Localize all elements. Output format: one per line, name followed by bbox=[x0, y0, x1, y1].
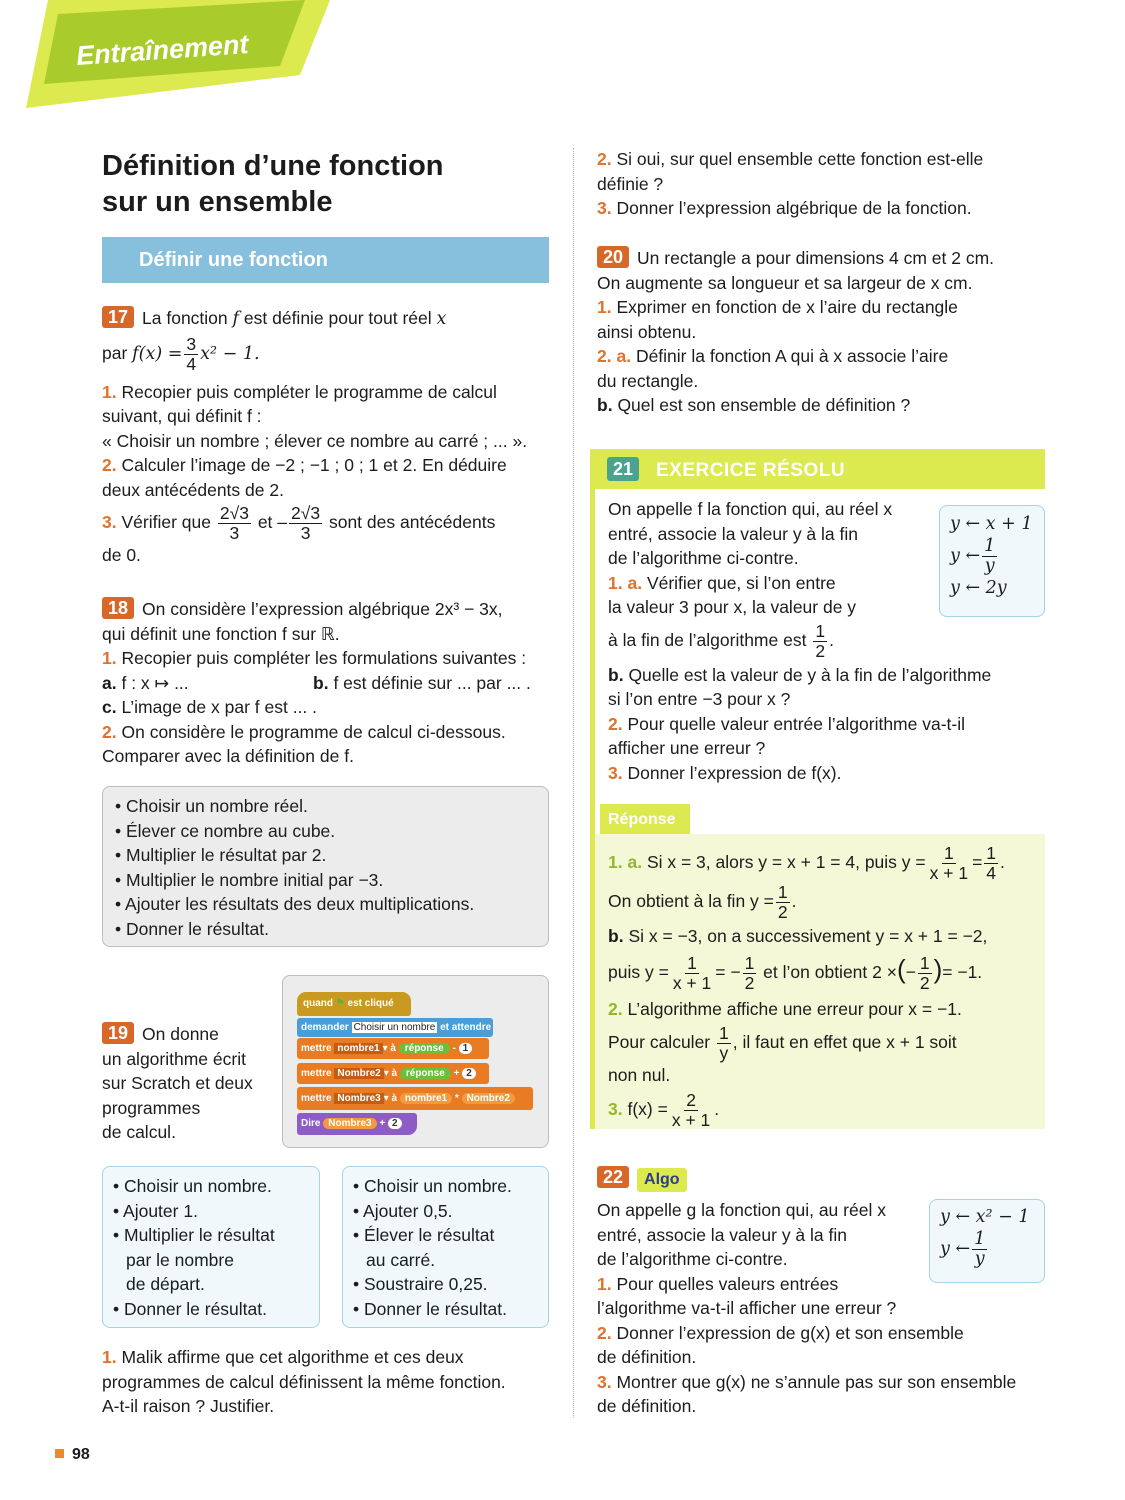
subsection-banner bbox=[102, 237, 549, 283]
exercise-number: 17 bbox=[102, 306, 134, 328]
program-box-19b: • Choisir un nombre. • Ajouter 0,5. • Élever le résultat au carré. • Soustraire 0,25. • Donner le résultat. bbox=[342, 1166, 549, 1328]
list-item: • Multiplier le résultat par 2. bbox=[115, 845, 327, 865]
solved-exercise-header bbox=[590, 449, 1045, 489]
exercise-18: 18 On considère l’expression algébrique 2x³ − 3x, qui définit une fonction f sur ℝ. 1. Recopier puis compléter les formulations suivantes : a. f : x ↦ ... b. f est définie sur ... par ... . c. L’image de x par f est ... . 2. On considère le programme de calcul ci-dessous. Comparer avec la définition de f. bbox=[102, 598, 531, 766]
program-box-19a: • Choisir un nombre. • Ajouter 1. • Multiplier le résultat par le nombre de départ. • Donner le résultat. bbox=[102, 1166, 320, 1328]
exercise-number: 20 bbox=[597, 246, 629, 268]
section-title: Définition d’une fonction sur un ensemble bbox=[102, 150, 444, 218]
exercise-21: On appelle f la fonction qui, au réel x entré, associe la valeur y à la fin de l’algorithme ci-contre. 1. a. Vérifier que, si l’on entre la valeur 3 pour x, la valeur de y à la fin de l’algorithme est $\frac{1}{2}$ . b. Quelle est la valeur de y à la fin de l’algorithme si l’on entre −3 pour x ? 2. Pour quelle valeur entrée l’algorithme va-t-il afficher une erreur ? 3. Donner l’expression de f(x). bbox=[608, 499, 992, 783]
algorithm-box-22: y ← x² − 1 y ← $\frac{1}{y}$ bbox=[929, 1199, 1045, 1283]
list-item: • Donner le résultat. bbox=[115, 918, 269, 939]
scratch-say-block: Dire Nombre3 + 2 bbox=[297, 1113, 417, 1135]
scratch-hat-block: quand ⚑ est cliqué bbox=[297, 992, 411, 1016]
page-marker bbox=[55, 1449, 64, 1458]
list-item: • Choisir un nombre réel. bbox=[115, 796, 308, 816]
scratch-set-block-3: mettre Nombre3 ▾ à nombre1 * Nombre2 bbox=[297, 1087, 533, 1110]
subsection-title: Définir une fonction bbox=[139, 249, 328, 271]
list-item: • Ajouter les résultats des deux multiplications. bbox=[115, 894, 475, 914]
list-item: • Élever ce nombre au cube. bbox=[115, 820, 336, 841]
exercise-number: 22 bbox=[597, 1166, 629, 1188]
solved-tag: EXERCICE RÉSOLU bbox=[656, 460, 846, 481]
algorithm-box-21: y ← x + 1 y ← $\frac{1}{y}$ y ← 2y bbox=[939, 505, 1045, 617]
exercise-19-continued: 2. Si oui, sur quel ensemble cette fonction est-elle définie ? 3. Donner l’expression algébrique de la fonction. bbox=[597, 149, 984, 218]
exercise-20: 20 Un rectangle a pour dimensions 4 cm et 2 cm. On augmente sa longueur et sa largeur de x cm. 1. Exprimer en fonction de x l’aire du rectangle ainsi obtenu. 2. a. Définir la fonction A qui à x associe l’aire du rectangle. b. Quel est son ensemble de définition ? bbox=[597, 247, 995, 415]
exercise-22: 22 Algo On appelle g la fonction qui, au réel x entré, associe la valeur y à la fin de l’algorithme ci-contre. 1. Pour quelles valeurs entrées l’algorithme va-t-il afficher une erreur ? 2. Donner l’expression de g(x) et son ensemble de définition. 3. Montrer que g(x) ne s’annule pas sur son ensemble de définition. bbox=[597, 1167, 1017, 1416]
exercise-number: 21 bbox=[607, 457, 639, 481]
list-item: • Multiplier le nombre initial par −3. bbox=[115, 869, 384, 890]
answer-label-box bbox=[600, 804, 690, 834]
algo-tag: Algo bbox=[637, 1168, 687, 1192]
page-number: 98 bbox=[72, 1446, 90, 1463]
banner-title: Entraînement bbox=[75, 29, 250, 71]
answer-content: 1. a. Si x = 3, alors y = x + 1 = 4, puis y = $\frac{1}{x + 1}$ = $\frac{1}{4}$ . On obtient à la fin y = $\frac{1}{2}$ . b. Si x = −3, on a successivement y = x + 1 = −2, puis y = $\frac{1}{x + 1}$ = − $\frac{1}{2}$ et l’on obtient 2 ×(− $\frac{1}{2}$ )= −1. 2. L’algorithme affiche une erreur pour x = −1. Pour calculer $\frac{1}{y}$ , il faut en effet que x + 1 soit non nul. 3. f(x) = $\frac{2}{x + 1}$ . bbox=[608, 842, 1005, 1131]
scratch-set-block-2: mettre Nombre2 ▾ à réponse + 2 bbox=[297, 1063, 489, 1084]
program-box-18 bbox=[102, 786, 549, 947]
exercise-17: 17 La fonction f est définie pour tout réel x par f(x) = $\frac{3}{4}$ x² − 1. 1. Recopier puis compléter le programme de calcul suivant, qui définit f : « Choisir un nombre ; élever ce nombre au carré ; ... ». 2. Calculer l’image de −2 ; −1 ; 0 ; 1 et 2. En déduire deux antécédents de 2. 3. Vérifier que $\frac{2√3}{3}$ et – $\frac{2√3}{3}$ sont des antécédents de 0. bbox=[102, 307, 528, 565]
exercise-number: 18 bbox=[102, 597, 134, 619]
exercise-19: 19 On donne un algorithme écrit sur Scratch et deux programmes de calcul. bbox=[102, 1023, 253, 1142]
scratch-ask-block: demander Choisir un nombre et attendre bbox=[297, 1018, 493, 1037]
scratch-panel bbox=[282, 975, 549, 1148]
scratch-set-block-1: mettre nombre1 ▾ à réponse - 1 bbox=[297, 1038, 489, 1059]
column-divider bbox=[573, 148, 574, 1418]
exercise-19-question: 1. Malik affirme que cet algorithme et ces deux programmes de calcul définissent la même fonction. A-t-il raison ? Justifier. bbox=[102, 1347, 506, 1416]
exercise-number: 19 bbox=[102, 1022, 134, 1044]
answer-label: Réponse bbox=[608, 811, 676, 828]
